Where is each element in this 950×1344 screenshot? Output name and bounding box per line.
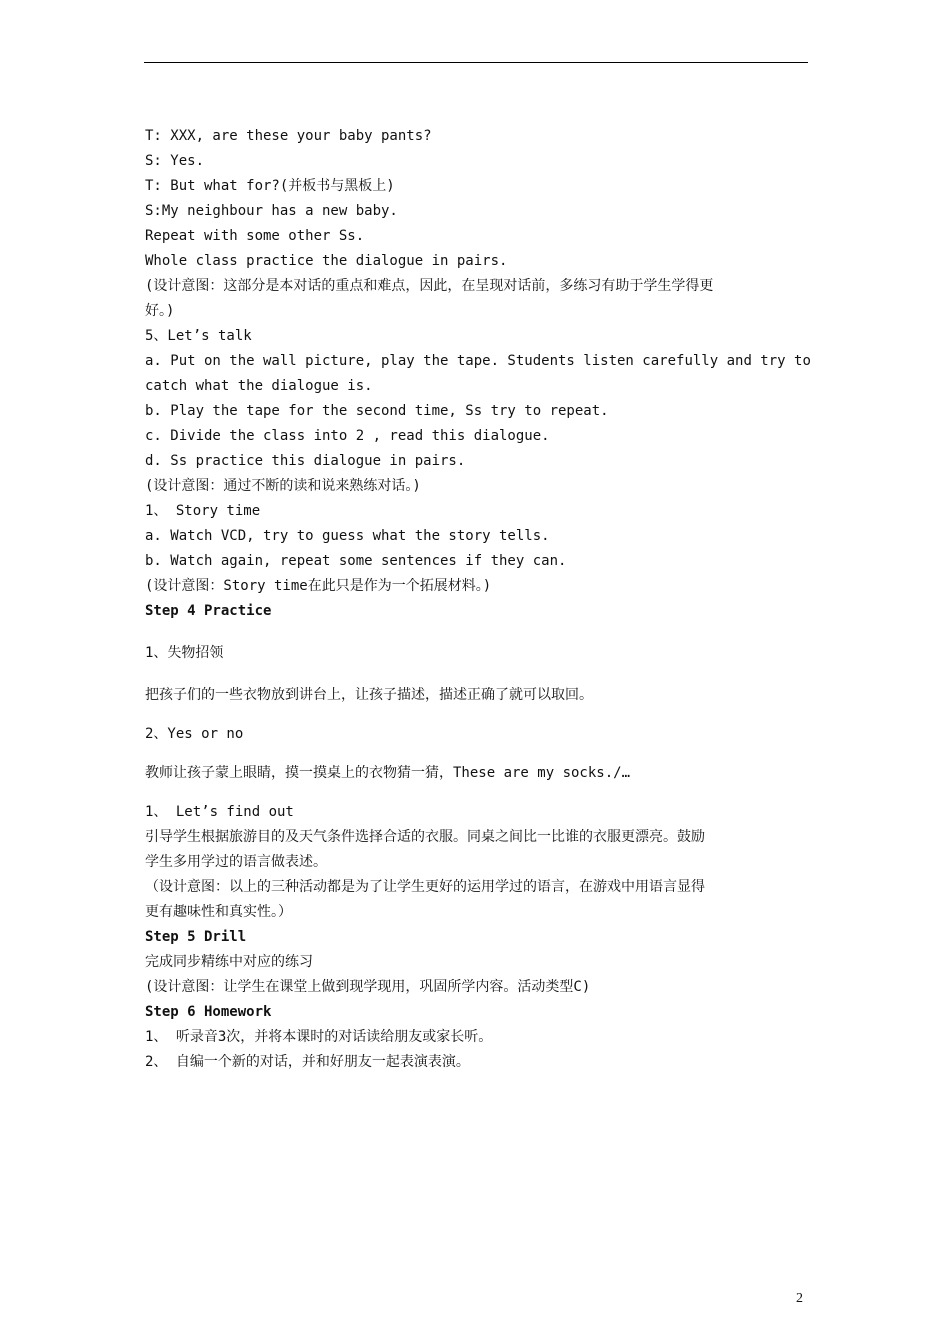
dialogue-line: S: Yes. — [145, 153, 205, 169]
dialogue-line: S:My neighbour has a new baby. — [145, 203, 398, 219]
section-title: 5、Let’s talk — [145, 328, 252, 344]
instruction-line: Whole class practice the dialogue in pairs. — [145, 253, 508, 269]
instruction-line: d. Ss practice this dialogue in pairs. — [145, 453, 466, 469]
document-body — [145, 124, 809, 1075]
section-title: 1、 Story time — [145, 503, 261, 519]
step4-item1-title: 1、失物招领 — [145, 645, 224, 661]
instruction-line: Repeat with some other Ss. — [145, 228, 365, 244]
design-note: （设计意图：以上的三种活动都是为了让学生更好的运用学过的语言，在游戏中用语言显得 — [145, 879, 705, 895]
step5-heading: Step 5 Drill — [145, 929, 247, 945]
design-note: 好。) — [145, 303, 175, 319]
instruction-line: a. Put on the wall picture, play the tape. Students listen carefully and try to — [145, 353, 811, 369]
instruction-line: a. Watch VCD, try to guess what the story tells. — [145, 528, 550, 544]
step4-item3-text: 引导学生根据旅游目的及天气条件选择合适的衣服。同桌之间比一比谁的衣服更漂亮。鼓励 — [145, 829, 705, 845]
homework-item: 2、 自编一个新的对话，并和好朋友一起表演表演。 — [145, 1054, 470, 1070]
step4-item3-title: 1、 Let’s find out — [145, 804, 294, 820]
header-rule — [144, 62, 808, 63]
design-note: (设计意图：Story time在此只是作为一个拓展材料。) — [145, 578, 492, 594]
step4-item2-text: 教师让孩子蒙上眼睛，摸一摸桌上的衣物猜一猜，These are my socks./… — [145, 765, 631, 781]
step4-heading: Step 4 Practice — [145, 603, 272, 619]
instruction-line: c. Divide the class into 2 , read this dialogue. — [145, 428, 550, 444]
instruction-line: catch what the dialogue is. — [145, 378, 373, 394]
homework-item: 1、 听录音3次，并将本课时的对话读给朋友或家长听。 — [145, 1029, 493, 1045]
page-number: 2 — [796, 1291, 803, 1306]
design-note: (设计意图：这部分是本对话的重点和难点，因此，在呈现对话前，多练习有助于学生学得更 — [145, 278, 714, 294]
step4-item3-text: 学生多用学过的语言做表述。 — [145, 854, 327, 870]
instruction-line: b. Play the tape for the second time, Ss try to repeat. — [145, 403, 609, 419]
dialogue-line: T: XXX, are these your baby pants? — [145, 128, 432, 144]
step5-text: 完成同步精练中对应的练习 — [145, 954, 313, 970]
instruction-line: b. Watch again, repeat some sentences if they can. — [145, 553, 567, 569]
step6-heading: Step 6 Homework — [145, 1004, 272, 1020]
step4-item2-title: 2、Yes or no — [145, 726, 244, 742]
design-note: (设计意图：通过不断的读和说来熟练对话。) — [145, 478, 421, 494]
design-note: (设计意图：让学生在课堂上做到现学现用，巩固所学内容。活动类型C) — [145, 979, 591, 995]
dialogue-line: T: But what for?(并板书与黑板上) — [145, 178, 395, 194]
step4-item1-text: 把孩子们的一些衣物放到讲台上，让孩子描述，描述正确了就可以取回。 — [145, 687, 593, 703]
design-note: 更有趣味性和真实性。） — [145, 904, 292, 920]
